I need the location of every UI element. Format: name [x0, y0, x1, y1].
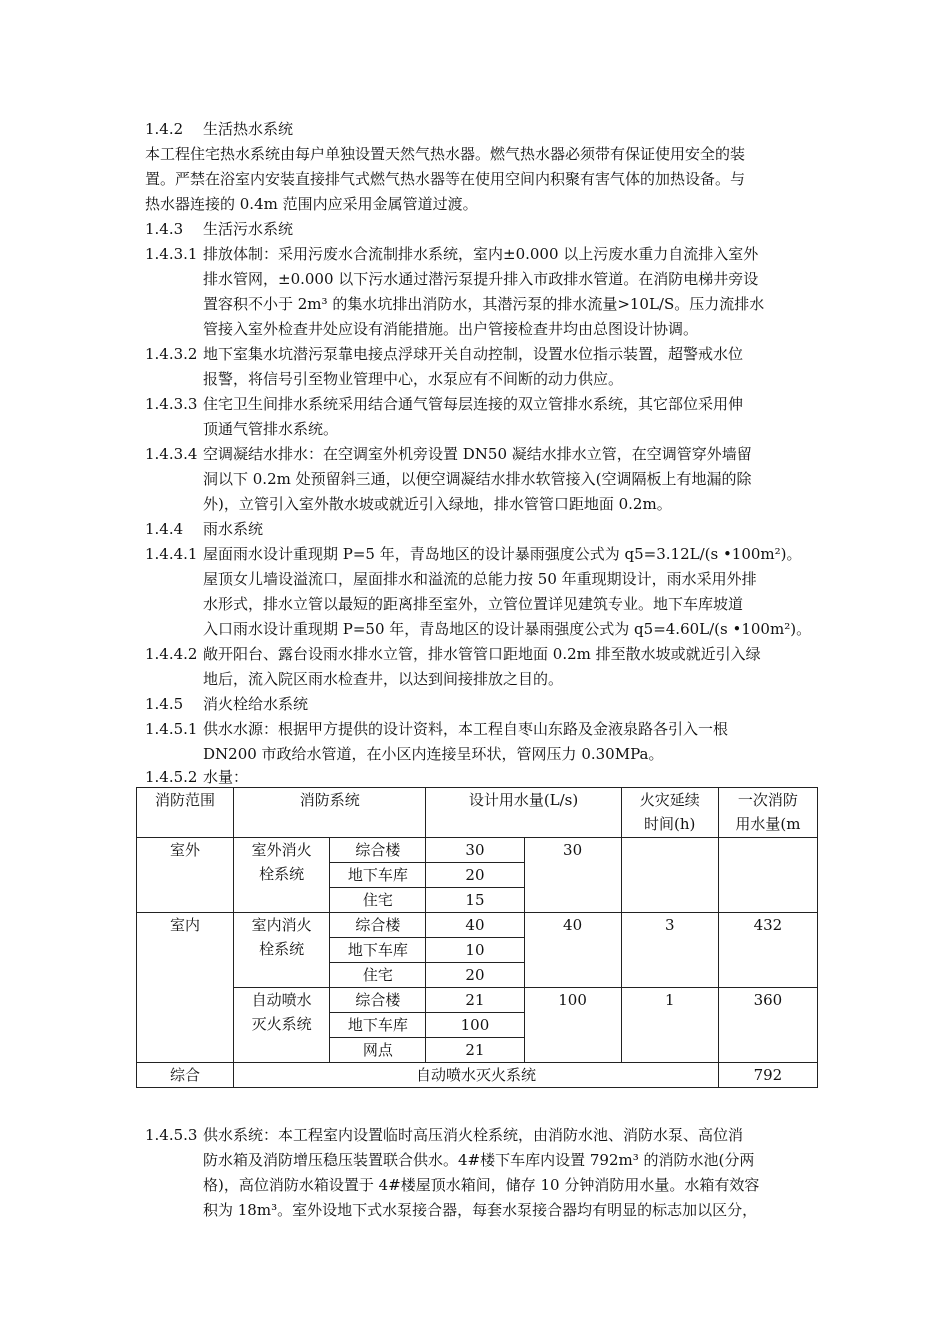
paragraph-line: 供水水源：根据甲方提供的设计资料，本工程自枣山东路及金液泉路各引入一根	[203, 720, 729, 738]
flow-cell: 20	[426, 863, 524, 888]
flow-cell: 15	[426, 888, 524, 913]
table-header-row	[137, 788, 818, 838]
flow-total-cell: 40	[524, 913, 621, 988]
flow-cell: 100	[426, 1013, 524, 1038]
flow-cell: 20	[426, 963, 524, 988]
paragraph-line: 屋顶女儿墙设溢流口，屋面排水和溢流的总能力按 50 年重现期设计，雨水采用外排	[203, 570, 757, 588]
paragraph-line: 入口雨水设计重现期 P=50 年，青岛地区的设计暴雨强度公式为 q5=4.60L/(s •100m²)。	[203, 620, 812, 638]
paragraph-line: 顶通气管排水系统。	[203, 420, 339, 438]
subsection-number: 1.4.3.2	[145, 345, 198, 363]
flow-cell: 10	[426, 938, 524, 963]
duration-cell	[621, 838, 718, 913]
header-cell: 设计用水量(L/s)	[426, 788, 621, 838]
volume-cell: 792	[718, 1063, 817, 1088]
scope-cell: 综合	[137, 1063, 234, 1088]
paragraph-line: 积为 18m³。室外设地下式水泵接合器，每套水泵接合器均有明显的标志加以区分，	[203, 1201, 758, 1219]
building-cell: 网点	[330, 1038, 426, 1063]
volume-cell: 432	[718, 913, 817, 988]
subsection-number: 1.4.4.1	[145, 545, 198, 563]
header-cell: 消防系统	[234, 788, 426, 838]
paragraph-line: DN200 市政给水管道，在小区内连接呈环状，管网压力 0.30MPa。	[203, 745, 664, 763]
building-cell: 住宅	[330, 888, 426, 913]
section-title: 生活热水系统	[203, 120, 294, 138]
building-cell: 综合楼	[330, 838, 426, 863]
paragraph-line: 敞开阳台、露台设雨水排水立管，排水管管口距地面 0.2m 排至散水坡或就近引入绿	[203, 645, 761, 663]
subsection-number: 1.4.4.2	[145, 645, 198, 663]
system-cell: 室外消火栓系统	[234, 838, 330, 913]
paragraph-line: 洞以下 0.2m 处预留斜三通，以便空调凝结水排水软管接入(空调隔板上有地漏的除	[203, 470, 752, 488]
flow-cell: 30	[426, 838, 524, 863]
paragraph-line: 屋面雨水设计重现期 P=5 年，青岛地区的设计暴雨强度公式为 q5=3.12L/(s •100m²)。	[203, 545, 802, 563]
table-total-row	[137, 1063, 818, 1088]
paragraph-line: 热水器连接的 0.4m 范围内应采用金属管道过渡。	[145, 195, 478, 213]
building-cell: 综合楼	[330, 913, 426, 938]
flow-total-cell: 30	[524, 838, 621, 913]
section-title: 生活污水系统	[203, 220, 294, 238]
volume-cell	[718, 838, 817, 913]
building-cell: 地下车库	[330, 1013, 426, 1038]
subsection-number: 1.4.3.1	[145, 245, 198, 263]
subsection-number: 1.4.5.3	[145, 1126, 198, 1144]
paragraph-line: 排水管网，±0.000 以下污水通过潜污泵提升排入市政排水管道。在消防电梯井旁设	[203, 270, 759, 288]
subsection-number: 1.4.3.3	[145, 395, 198, 413]
subsection-number: 1.4.5.1	[145, 720, 198, 738]
flow-cell: 21	[426, 988, 524, 1013]
section-number: 1.4.2	[145, 120, 184, 138]
system-cell: 自动喷水灭火系统	[234, 988, 330, 1063]
subsection-number: 1.4.3.4	[145, 445, 198, 463]
paragraph-line: 排放体制：采用污废水合流制排水系统，室内±0.000 以上污废水重力自流排入室外	[203, 245, 759, 263]
section-title: 消火栓给水系统	[203, 695, 309, 713]
section-number: 1.4.3	[145, 220, 184, 238]
section-number: 1.4.5	[145, 695, 184, 713]
building-cell: 地下车库	[330, 863, 426, 888]
paragraph-line: 地下室集水坑潜污泵靠电接点浮球开关自动控制，设置水位指示装置，超警戒水位	[203, 345, 744, 363]
volume-cell: 360	[718, 988, 817, 1063]
fire-water-table	[136, 787, 818, 1088]
flow-cell: 21	[426, 1038, 524, 1063]
paragraph-line: 住宅卫生间排水系统采用结合通气管每层连接的双立管排水系统，其它部位采用伸	[203, 395, 744, 413]
building-cell: 住宅	[330, 963, 426, 988]
paragraph-line: 外)，立管引入室外散水坡或就近引入绿地，排水管管口距地面 0.2m。	[203, 495, 672, 513]
subsection-title: 水量：	[203, 768, 249, 786]
table-row	[137, 988, 818, 1013]
paragraph-line: 供水系统：本工程室内设置临时高压消火栓系统，由消防水池、消防水泵、高位消	[203, 1126, 744, 1144]
flow-cell: 40	[426, 913, 524, 938]
duration-cell: 1	[621, 988, 718, 1063]
paragraph-line: 置容积不小于 2m³ 的集水坑排出消防水，其潜污泵的排水流量>10L/S。压力流排水	[203, 295, 765, 313]
paragraph-line: 水形式，排水立管以最短的距离排至室外，立管位置详见建筑专业。地下车库坡道	[203, 595, 744, 613]
table-row	[137, 838, 818, 863]
system-cell: 自动喷水灭火系统	[234, 1063, 719, 1088]
scope-cell: 室外	[137, 838, 234, 913]
paragraph-line: 置。严禁在浴室内安装直接排气式燃气热水器等在使用空间内积聚有害气体的加热设备。与	[145, 170, 746, 188]
paragraph-line: 防水箱及消防增压稳压装置联合供水。4#楼下车库内设置 792m³ 的消防水池(分两	[203, 1151, 755, 1169]
duration-cell: 3	[621, 913, 718, 988]
paragraph-line: 报警，将信号引至物业管理中心，水泵应有不间断的动力供应。	[203, 370, 624, 388]
section-number: 1.4.4	[145, 520, 184, 538]
paragraph-line: 地后，流入院区雨水检查井，以达到间接排放之目的。	[203, 670, 564, 688]
system-cell: 室内消火栓系统	[234, 913, 330, 988]
building-cell: 综合楼	[330, 988, 426, 1013]
paragraph-line: 格)，高位消防水箱设置于 4#楼屋顶水箱间，储存 10 分钟消防用水量。水箱有效容	[203, 1176, 760, 1194]
subsection-number: 1.4.5.2	[145, 768, 198, 786]
header-cell: 火灾延续时间(h)	[621, 788, 718, 838]
building-cell: 地下车库	[330, 938, 426, 963]
header-cell: 消防范围	[137, 788, 234, 838]
flow-total-cell: 100	[524, 988, 621, 1063]
paragraph-line: 空调凝结水排水：在空调室外机旁设置 DN50 凝结水排水立管，在空调管穿外墙留	[203, 445, 752, 463]
table-row	[137, 913, 818, 938]
scope-cell: 室内	[137, 913, 234, 1063]
paragraph-line: 本工程住宅热水系统由每户单独设置天然气热水器。燃气热水器必须带有保证使用安全的装	[145, 145, 746, 163]
paragraph-line: 管接入室外检查井处应设有消能措施。出户管接检查井均由总图设计协调。	[203, 320, 699, 338]
header-cell: 一次消防用水量(m	[718, 788, 817, 838]
section-title: 雨水系统	[203, 520, 264, 538]
